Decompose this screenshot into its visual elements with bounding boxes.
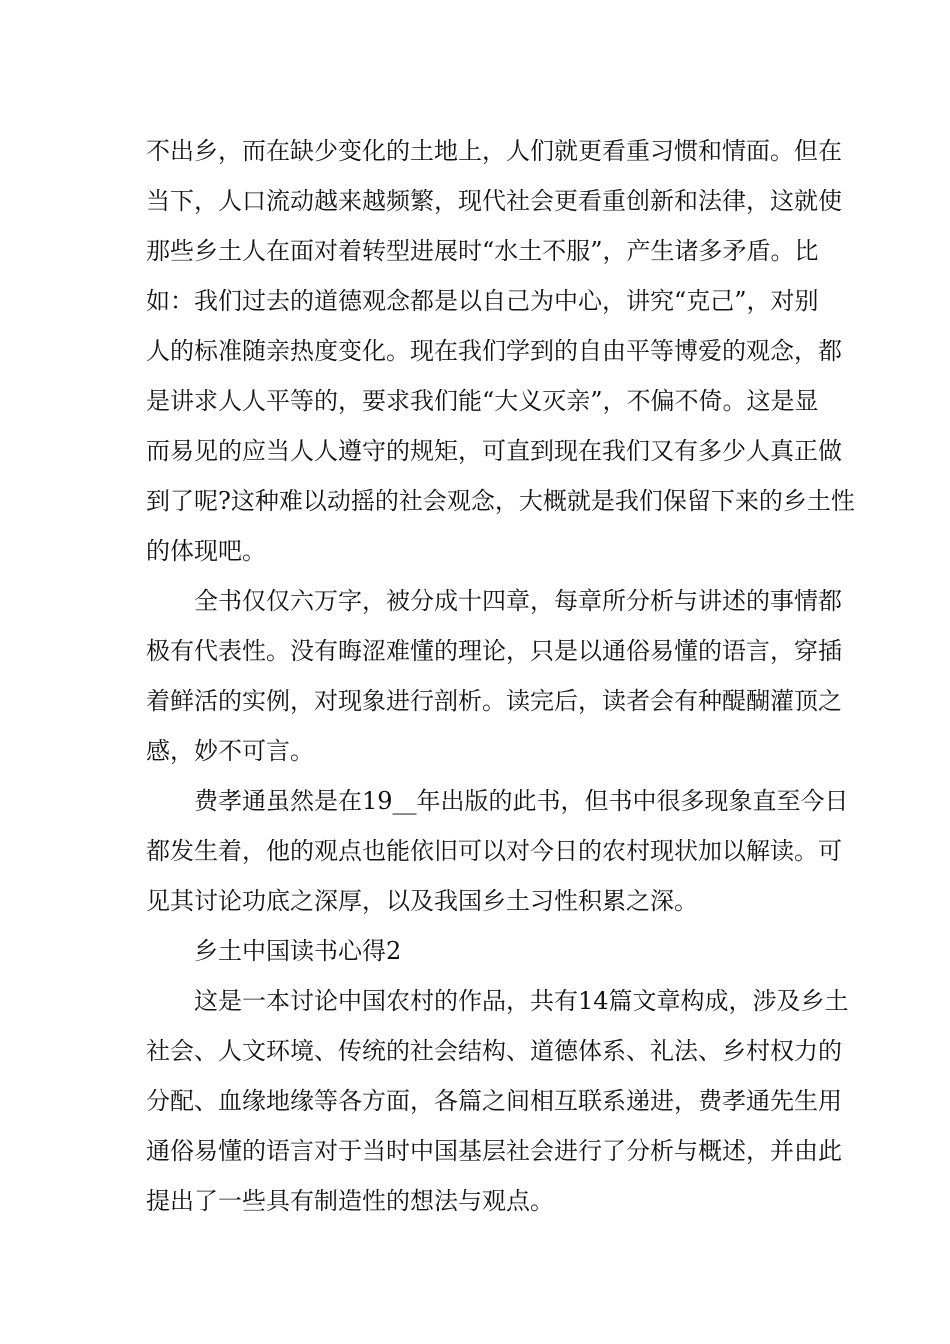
text-line: 的体现吧。 [146,537,266,565]
text-line: 极有代表性。没有晦涩难懂的理论，只是以通俗易懂的语言，穿插 [146,637,842,665]
text-line: 社会、人文环境、传统的社会结构、道德体系、礼法、乡村权力的 [146,1037,842,1065]
text-line: 那些乡土人在面对着转型进展时“水土不服”，产生诸多矛盾。比 [146,237,819,265]
text-line: 当下，人口流动越来越频繁，现代社会更看重创新和法律，这就使 [146,187,842,215]
text-line: 到了呢?这种难以动摇的社会观念，大概就是我们保留下来的乡土性 [146,487,855,515]
text-line: 见其讨论功底之深厚，以及我国乡土习性积累之深。 [146,887,698,915]
text-line: 通俗易懂的语言对于当时中国基层社会进行了分析与概述，并由此 [146,1137,842,1165]
text-line: 人的标准随亲热度变化。现在我们学到的自由平等博爱的观念，都 [146,337,842,365]
text-line: 提出了一些具有制造性的想法与观点。 [146,1187,554,1215]
paragraph [146,976,849,1226]
heading-text: 乡土中国读书心得2 [194,937,402,965]
text-line: 全书仅仅六万字，被分成十四章，每章所分析与讲述的事情都 [194,587,842,615]
text-line: 是讲求人人平等的，要求我们能“大义灭亲”，不偏不倚。这是显 [146,387,819,415]
text-line: 费孝通虽然是在19__年出版的此书，但书中很多现象直至今日 [194,787,849,815]
text-line: 分配、血缘地缘等各方面，各篇之间相互联系递进，费孝通先生用 [146,1087,842,1115]
paragraph [146,776,849,926]
text-line: 感，妙不可言。 [146,737,314,765]
text-line: 而易见的应当人人遵守的规矩，可直到现在我们又有多少人真正做 [146,437,842,465]
text-line: 这是一本讨论中国农村的作品，共有14篇文章构成，涉及乡土 [194,987,849,1015]
text-line: 着鲜活的实例，对现象进行剖析。读完后，读者会有种醍醐灌顶之 [146,687,842,715]
paragraph [146,576,842,776]
section-heading [146,926,806,976]
text-line: 不出乡，而在缺少变化的土地上，人们就更看重习惯和情面。但在 [146,137,842,165]
paragraph [146,126,855,576]
text-line: 都发生着，他的观点也能依旧可以对今日的农村现状加以解读。可 [146,837,842,865]
text-line: 如：我们过去的道德观念都是以自己为中心，讲究“克己”，对别 [146,287,819,315]
document-body [146,126,855,1226]
